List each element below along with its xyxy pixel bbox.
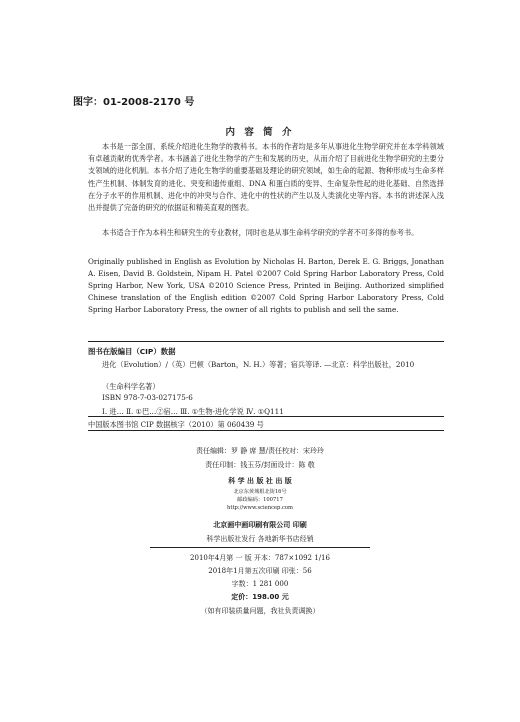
colophon-website: http://www.sciencep.com bbox=[227, 505, 293, 511]
blurb-paragraph-1: 本书是一部全面、系统介绍进化生物学的教科书。本书的作者均是多年从事进化生物学研究并在本学科领域有卓越贡献的优秀学者。本书涵盖了进化生物学的产生和发展的历史，从而介绍了目前进化生物学研究的主要分支领域的进化机制。本书介绍了进化生物学的重要基础及理论的研究领域，如生命的起源、物种形成与生命多样性产生机制、体制发育的进化、突变和遗传重组、DNA 和蛋白质的变异、生命复杂性起的进化基础、自然选择在分子水平的作用机制、进化中的冲突与合作、进化中的性状的产生以及人类演化史等内容。本书的讲述深入浅出并提供了完备的研究的依据证和精美直观的图表。 bbox=[88, 142, 444, 213]
colophon-price: 定价：198.00 元 bbox=[231, 593, 289, 601]
colophon-word-count: 字数：1 281 000 bbox=[231, 580, 289, 588]
divider-top-cip bbox=[88, 341, 444, 342]
cip-series: （生命科学名著） bbox=[102, 382, 160, 391]
colophon-editors: 责任编辑：罗 静 席 慧/责任校对：宋玲玲 bbox=[195, 447, 325, 455]
cip-title: 图书在版编目（CIP）数据 bbox=[88, 347, 176, 356]
colophon-postcode: 邮政编码：100717 bbox=[237, 497, 283, 503]
colophon-distributor: 科学出版社发行 各地新华书店经销 bbox=[206, 535, 314, 543]
divider-colophon bbox=[150, 547, 370, 548]
cip-citation: 进化（Evolution）/（英）巴顿（Barton，N. H.）等著；宿兵等译. —北京：科学出版社，2010 bbox=[102, 360, 415, 369]
colophon-quality-note: （如有印装质量问题，我社负责调换） bbox=[200, 607, 320, 615]
colophon-print-design: 责任印制：钱玉芬/封面设计：陈 敬 bbox=[205, 461, 315, 469]
colophon-publisher: 科 学 出 版 社 出 版 bbox=[228, 477, 292, 485]
colophon-printer: 北京画中画印刷有限公司 印刷 bbox=[213, 521, 307, 529]
copyright-registration-number: 图字：01-2008-2170 号 bbox=[73, 97, 195, 108]
blurb-paragraph-2: 本书适合于作为本科生和研究生的专业教材，同时也是从事生命科学研究的学者不可多得的参考书。 bbox=[102, 228, 419, 237]
english-rights-notice: Originally published in English as Evolution by Nicholas H. Barton, Derek E. G. Briggs, Jonathan A. Eisen, David B. Goldstein, Nipam H. Patel ©2007 Cold Spring Harbor Laboratory Press, Cold Spring Harbor, New York, USA ©2010 Science Press, Printed in Beijing. Authorized simplified Chinese translation of the English edition ©2007 Cold Spring Harbor Laboratory Press, Cold Spring Harbor Laboratory Press, the owner of all rights to publish and sell the same. bbox=[88, 257, 444, 314]
blurb-title: 内 容 简 介 bbox=[225, 127, 295, 138]
colophon-edition: 2010年4月第 一 版 开本：787×1092 1/16 bbox=[190, 554, 330, 562]
divider-cip-bottom bbox=[88, 430, 444, 431]
divider-cip-mid bbox=[88, 416, 444, 417]
cip-classification: Ⅰ. 进… Ⅱ. ①巴…②宿… Ⅲ. ①生物-进化学说 Ⅳ. ①Q111 bbox=[102, 407, 284, 416]
cip-isbn: ISBN 978-7-03-027175-6 bbox=[102, 393, 193, 402]
colophon-printing: 2018年1月第五次印刷 印张：56 bbox=[208, 567, 312, 575]
colophon-address: 北京东黄城根北街16号 bbox=[233, 489, 287, 495]
cip-record-number: 中国版本图书馆 CIP 数据核字（2010）第 060439 号 bbox=[88, 420, 264, 429]
